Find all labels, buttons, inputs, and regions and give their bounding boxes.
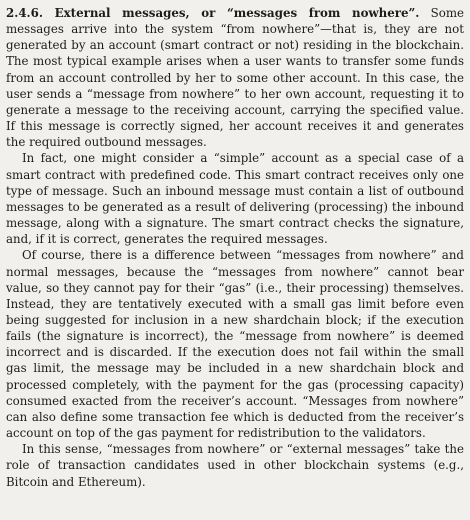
- section-title: External messages, or “messages from nowhere”.: [54, 6, 420, 20]
- paragraph-1: [6, 5, 464, 150]
- paragraph-3: Of course, there is a difference between “messages from nowhere” and normal messages, because the “messages from nowhere” cannot bear value, so they cannot pay for their “gas” (i.e., their processing) themselves. Instead, they are tentatively executed with a small gas limit before even being suggested for inclusion in a new shardchain block; if the execution fails (the signature is incorrect), the “message from nowhere” is deemed incorrect and is discarded. If the execution does not fail within the small gas limit, the message may be included in a new shardchain block and processed completely, with the payment for the gas (processing capacity) consumed exacted from the receiver’s account. “Messages from nowhere” can also define some transaction fee which is deducted from the receiver’s account on top of the gas payment for redistribution to the validators.: [6, 248, 464, 441]
- section-heading: [6, 6, 419, 20]
- paragraph-2: In fact, one might consider a “simple” account as a special case of a smart contract with predefined code. This smart contract receives only one type of message. Such an inbound message must contain a list of outbound messages to be generated as a result of delivering (processing) the inbound message, along with a signature. The smart contract checks the signature, and, if it is correct, generates the required messages.: [6, 151, 464, 247]
- section-number: 2.4.6.: [6, 6, 43, 20]
- paragraph-4: In this sense, “messages from nowhere” or “external messages” take the role of transaction candidates used in other blockchain systems (e.g., Bitcoin and Ethereum).: [6, 442, 464, 489]
- paragraph-1-text: Some messages arrive into the system “from nowhere”—that is, they are not generated by an account (smart contract or not) residing in the blockchain. The most typical example arises when a user wants to transfer some funds from an account controlled by her to some other account. In this case, the user sends a “message from nowhere” to her own account, requesting it to generate a message to the receiving account, carrying the specified value. If this message is correctly signed, her account receives it and generates the required outbound messages.: [6, 6, 465, 150]
- section-body: [6, 5, 464, 490]
